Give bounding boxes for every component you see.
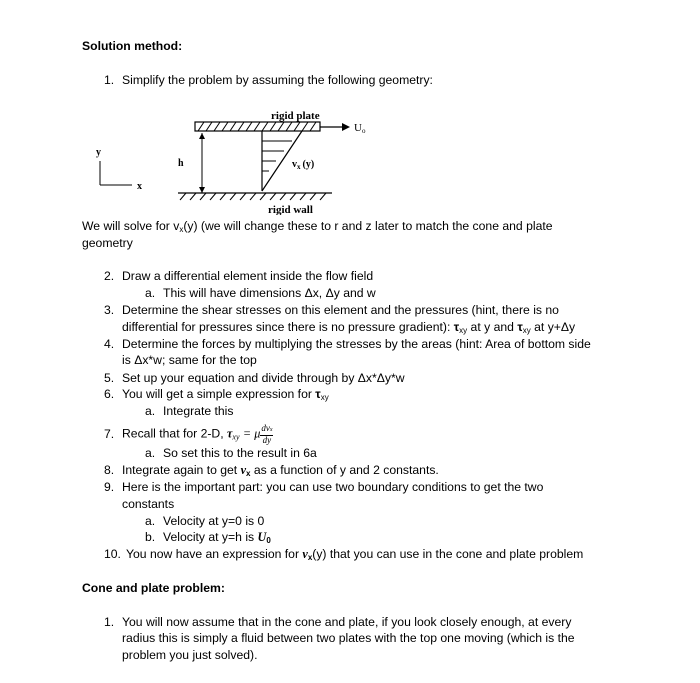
step-5 xyxy=(104,370,405,386)
equals-mu: = μ xyxy=(242,426,261,441)
tau-sub-3: xy xyxy=(320,393,329,402)
step-9a xyxy=(145,513,264,529)
step-3-end: at y+Δy xyxy=(530,320,576,334)
step-10-text-a: You now have an expression for xyxy=(126,547,303,561)
step-6a xyxy=(145,403,233,419)
step-4-line-1 xyxy=(104,336,591,352)
note-text-a: We will solve for v xyxy=(82,219,180,233)
v-symbol: v xyxy=(240,463,247,477)
step-9b-text: Velocity at y=h is xyxy=(163,530,258,544)
step-9-line-2: constants xyxy=(122,497,175,511)
cone-step-1-line-1 xyxy=(104,614,571,630)
step-9a-marker: a. xyxy=(145,514,156,528)
step-3-line-1 xyxy=(104,302,559,318)
step-2-text: Draw a differential element inside the flow field xyxy=(122,269,374,283)
step-7 xyxy=(104,424,273,446)
cone-step-1-text-1: You will now assume that in the cone and plate, if you look closely enough, at every xyxy=(122,615,572,629)
step-9b-marker: b. xyxy=(145,530,156,544)
v-symbol-2: v xyxy=(302,547,308,561)
step-2a xyxy=(145,285,376,301)
rigid-plate-label: rigid plate xyxy=(271,110,320,122)
step-5-number: 5. xyxy=(104,371,115,385)
step-9-number: 9. xyxy=(104,480,115,494)
v-sub-2: x xyxy=(307,553,313,562)
tau-symbol-3: τ xyxy=(315,387,321,401)
step-3-text-1: Determine the shear stresses on this element and the pressures (hint, there is no xyxy=(122,303,559,317)
cone-step-1-number: 1. xyxy=(104,615,115,629)
velocity-label: Uo xyxy=(354,122,366,135)
note-sub: x xyxy=(179,225,184,234)
step-7a-text: So set this to the result in 6a xyxy=(163,446,317,460)
step-5-text: Set up your equation and divide through by Δx*Δy*w xyxy=(122,371,405,385)
h-arrow-top xyxy=(199,133,205,139)
velocity-arrowhead xyxy=(342,123,350,131)
step-6-text: You will get a simple expression for xyxy=(122,387,316,401)
step-1-number: 1. xyxy=(104,73,115,87)
step-4-text-1: Determine the forces by multiplying the stresses by the areas (hint: Area of bottom side xyxy=(122,337,591,351)
h-label: h xyxy=(178,158,184,169)
x-axis-label: x xyxy=(137,181,142,192)
step-9a-text: Velocity at y=0 is 0 xyxy=(163,514,265,528)
step-3-mid: at y and xyxy=(467,320,518,334)
tau-symbol-2: τ xyxy=(517,320,523,334)
step-7-number: 7. xyxy=(104,426,115,441)
step-8-number: 8. xyxy=(104,463,115,477)
cone-step-1-line-3: problem you just solved). xyxy=(122,648,258,662)
step-3-number: 3. xyxy=(104,303,115,317)
step-9-line-1 xyxy=(104,479,543,495)
cone-heading: Cone and plate problem: xyxy=(82,581,225,595)
wall-hatching xyxy=(180,193,326,200)
step-7a-marker: a. xyxy=(145,446,156,460)
fraction-denominator: dy xyxy=(262,435,272,445)
profile-arrows xyxy=(262,141,292,171)
step-6a-marker: a. xyxy=(145,404,156,418)
step-4-line-2: is Δx*w; same for the top xyxy=(122,353,257,367)
step-2a-marker: a. xyxy=(145,286,156,300)
step-8-text-b: as a function of y and 2 constants. xyxy=(250,463,439,477)
step-7a xyxy=(145,445,317,461)
cone-step-1-line-2: radius this is simply a fluid between two plates with the top one moving (which is the xyxy=(122,631,575,645)
vx-label: $v_x$ (y) xyxy=(292,159,315,171)
step-3-text-2: differential for pressures since there is no pressure gradient): xyxy=(122,320,454,334)
step-1 xyxy=(104,72,433,88)
note-line-2: geometry xyxy=(82,236,133,250)
solution-heading: Solution method: xyxy=(82,39,183,53)
tau-symbol-4: τ xyxy=(227,426,233,441)
step-10-number: 10. xyxy=(104,547,121,561)
step-10-text-b: (y) that you can use in the cone and plate problem xyxy=(312,547,584,561)
step-4-number: 4. xyxy=(104,337,115,351)
step-6a-text: Integrate this xyxy=(163,404,234,418)
step-9-text-1: Here is the important part: you can use two boundary conditions to get the two xyxy=(122,480,544,494)
note-text-b: (y) (we will change these to r and z later to match the cone and plate xyxy=(183,219,553,233)
note-line-1 xyxy=(82,218,553,238)
plate-hatching xyxy=(198,122,316,131)
tau-sub-4: xy xyxy=(232,432,240,442)
tau-symbol: τ xyxy=(453,320,460,334)
v-sub: x xyxy=(246,469,251,478)
dvx-dy-fraction xyxy=(260,424,273,445)
y-axis-label: y xyxy=(96,147,101,158)
step-7-text: Recall that for 2-D, xyxy=(122,426,227,441)
fraction-numerator: dvx xyxy=(260,424,273,436)
tau-sub: xy xyxy=(459,326,468,335)
step-2a-text: This will have dimensions Δx, Δy and w xyxy=(163,286,376,300)
u-symbol: U xyxy=(257,530,267,544)
h-arrow-bottom xyxy=(199,187,205,193)
step-2-number: 2. xyxy=(104,269,115,283)
tau-sub-2: xy xyxy=(522,326,531,335)
couette-flow-diagram xyxy=(80,103,380,215)
step-10 xyxy=(104,546,583,566)
u-sub: 0 xyxy=(266,536,271,545)
step-2 xyxy=(104,268,373,284)
step-1-text: Simplify the problem by assuming the following geometry: xyxy=(122,73,433,87)
rigid-wall-label: rigid wall xyxy=(268,204,313,215)
step-8-text-a: Integrate again to get xyxy=(122,463,241,477)
step-6-number: 6. xyxy=(104,387,115,401)
